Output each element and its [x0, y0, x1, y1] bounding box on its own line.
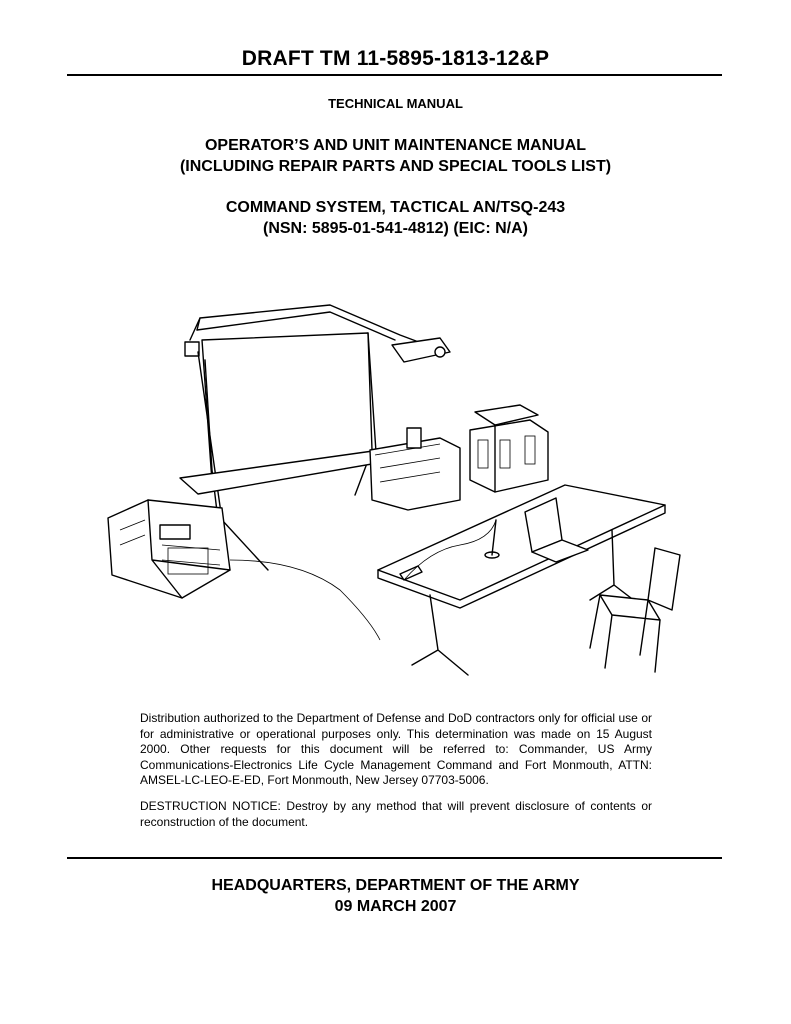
destruction-notice: DESTRUCTION NOTICE: Destroy by any method that will prevent disclosure of contents or reconstruction of the document.: [140, 799, 652, 829]
manual-type-label: TECHNICAL MANUAL: [328, 96, 463, 111]
manual-subtitle-line2: (INCLUDING REPAIR PARTS AND SPECIAL TOOLS LIST): [179, 158, 612, 175]
document-title: DRAFT TM 11-5895-1813-12&P: [241, 47, 550, 70]
system-name-line1: COMMAND SYSTEM, TACTICAL AN/TSQ-243: [225, 199, 566, 216]
chair: [648, 548, 680, 610]
publication-date: 09 MARCH 2007: [334, 898, 457, 915]
distribution-statement: Distribution authorized to the Department of Defense and DoD contractors only for official use or for administrative or operational purposes only. This determination was made on 15 August 2000. Other requests for this document will be referred to: Commander, US Army Communications-Electronics Life Cycle Management Command and Fort Monmouth, ATTN: AMSEL-LC-LEO-E-ED, Fort Monmouth, New Jersey 07703-5006.: [140, 711, 652, 787]
system-name-line2: (NSN: 5895-01-541-4812) (EIC: N/A): [263, 220, 528, 237]
manual-subtitle-line1: OPERATOR’S AND UNIT MAINTENANCE MANUAL: [204, 137, 587, 154]
issuing-authority: HEADQUARTERS, DEPARTMENT OF THE ARMY: [211, 877, 580, 894]
stacked-cases: [470, 420, 548, 492]
bottom-divider: [67, 857, 722, 859]
